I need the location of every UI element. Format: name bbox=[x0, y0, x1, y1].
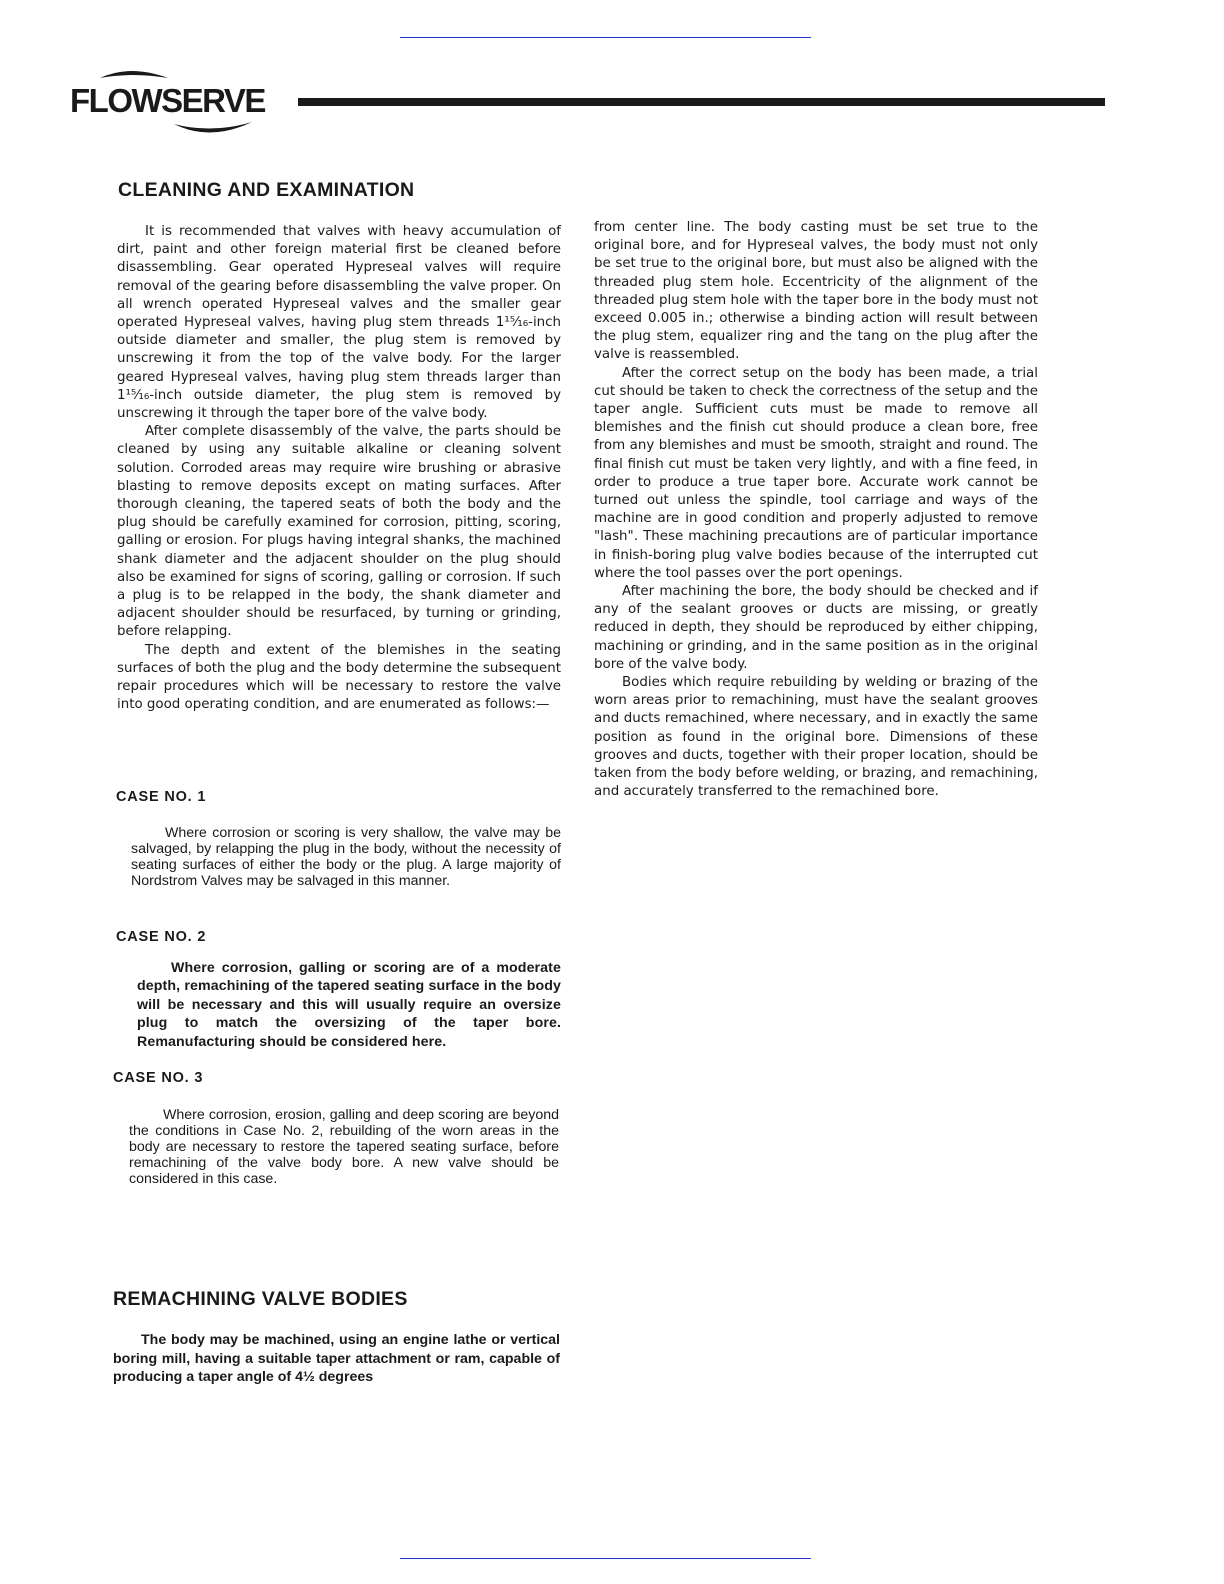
paragraph: The depth and extent of the blemishes in the seating surfaces of both the plug and the body determine the subsequent repair procedures which will be necessary to restore the valve into good operating condition, and are enumerated as follows:— bbox=[117, 642, 561, 713]
bottom-rule bbox=[400, 1558, 811, 1559]
top-rule bbox=[400, 37, 811, 38]
paragraph: After the correct setup on the body has been made, a trial cut should be taken to check the correctness of the setup and the taper angle. Sufficient cuts must be made to remove all blemishes and the finish cut should produce a clean bore, free from any blemishes and must be smooth, straight and round. The final finish cut must be taken very lightly, and with a fine feed, in order to produce a true taper bore. Accurate work cannot be turned out unless the spindle, tool carriage and ways of the machine are in good condition and properly adjusted to remove "lash". These machining precautions are of particular importance in finish-boring plug valve bodies because of the interrupted cut where the tool passes over the port openings. bbox=[594, 365, 1038, 581]
paragraph: Bodies which require rebuilding by welding or brazing of the worn areas prior to remachining, must have the sealant grooves and ducts remachined, where necessary, and in exactly the same position as found in the original bore. Dimensions of these grooves and ducts, together with their proper location, should be taken from the body before welding, or brazing, and remachining, and accurately transferred to the remachined bore. bbox=[594, 675, 1038, 800]
paragraph: After complete disassembly of the valve, the parts should be cleaned by using any suitable alkaline or cleaning solvent solution. Corroded areas may require wire brushing or abrasive blasting to remove deposits except on mating surfaces. After thorough cleaning, the tapered seats of both the body and the plug should be carefully examined for corrosion, pitting, scoring, galling or erosion. For plugs having integral shanks, the machined shank diameter and the adjacent shoulder on the plug should also be examined for signs of scoring, galling or corrosion. If such a plug is to be relapped in the body, the shank diameter and adjacent shoulder should be resurfaced, by turning or grinding, before relapping. bbox=[117, 424, 561, 640]
brand-logo bbox=[70, 64, 280, 142]
case-3-text: Where corrosion, erosion, galling and deep scoring are beyond the conditions in Case No. 2, rebuilding of the worn areas in the body are necessary to restore the tapered seating surface, before remachining of the valve body bore. A new valve should be considered in this case. bbox=[129, 1107, 559, 1187]
case-2-text: Where corrosion, galling or scoring are of a moderate depth, remachining of the tapered seating surface in the body will be necessary and this will usually require an oversize plug to match the oversizing of the taper bore. Remanufacturing should be considered here. bbox=[137, 960, 561, 1050]
case-2-title: CASE NO. 2 bbox=[116, 929, 207, 945]
cleaning-text-column bbox=[117, 223, 561, 714]
brand-name: FLOWSERVE bbox=[70, 82, 265, 119]
section-heading-cleaning: CLEANING AND EXAMINATION bbox=[118, 179, 415, 201]
paragraph: from center line. The body casting must be set true to the original bore, and for Hypreseal valves, the body must not only be set true to the original bore, but must also be aligned with the threaded plug stem hole. Eccentricity of the alignment of the threaded plug stem hole with the taper bore in the body must not exceed 0.005 in.; otherwise a binding action will result between the plug stem, equalizer ring and the tang on the plug after the valve is reassembled. bbox=[594, 220, 1038, 363]
remachining-text-column bbox=[594, 219, 1038, 802]
paragraph: It is recommended that valves with heavy accumulation of dirt, paint and other foreign material first be cleaned before disassembling. Gear operated Hypreseal valves will require removal of the gearing before disassembling the valve proper. On all wrench operated Hypreseal valves and the smaller gear operated Hypreseal valves, having plug stem threads 1¹⁵⁄₁₆-inch outside diameter and smaller, the plug stem is removed by unscrewing it from the top of the valve body. For the larger geared Hypreseal valves, having plug stem threads larger than 1¹⁵⁄₁₆-inch outside diameter, the plug stem is removed by unscrewing it through the taper bore of the valve body. bbox=[117, 224, 561, 422]
case-1-title: CASE NO. 1 bbox=[116, 789, 207, 805]
case-3-title: CASE NO. 3 bbox=[113, 1070, 204, 1086]
remachining-intro: The body may be machined, using an engine lathe or vertical boring mill, having a suitable taper attachment or ram, capable of producing a taper angle of 4½ degrees bbox=[113, 1332, 560, 1385]
paragraph: After machining the bore, the body should be checked and if any of the sealant grooves or ducts are missing, or greatly reduced in depth, they should be reproduced by either chipping, machining or grinding, and in the same position as in the original bore of the valve body. bbox=[594, 584, 1038, 672]
case-1-text: Where corrosion or scoring is very shallow, the valve may be salvaged, by relapping the plug in the body, without the necessity of seating surfaces of either the body or the plug. A large majority of Nordstrom Valves may be salvaged in this manner. bbox=[131, 825, 561, 889]
header-bar bbox=[298, 98, 1105, 106]
section-heading-remachining: REMACHINING VALVE BODIES bbox=[113, 1288, 408, 1310]
